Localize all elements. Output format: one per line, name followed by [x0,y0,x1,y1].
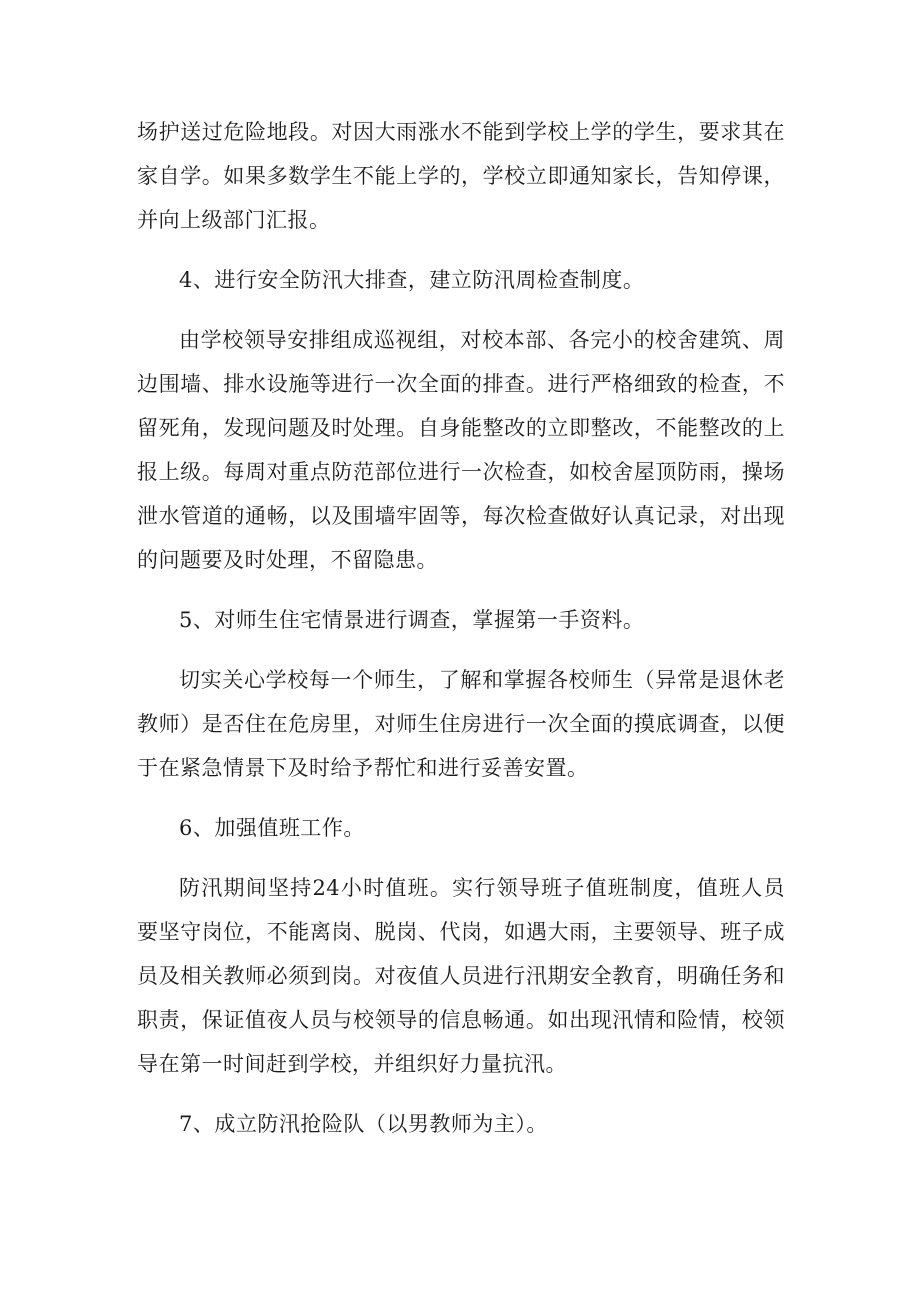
paragraph-inspection: 由学校领导安排组成巡视组，对校本部、各完小的校舍建筑、周边围墙、排水设施等进行一次全面的排查。进行严格细致的检查，不留死角，发现问题及时处理。自身能整改的立即整改，不能整改的上报上级。每周对重点防范部位进行一次检查，如校舍屋顶防雨，操场泄水管道的通畅，以及围墙牢固等，每次检查做好认真记录，对出现的问题要及时处理，不留隐患。 [137,328,785,572]
heading-item-4: 4、进行安全防汛大排查，建立防汛周检查制度。 [179,268,645,292]
heading-item-6: 6、加强值班工作。 [179,816,365,840]
heading-item-7: 7、成立防汛抢险队（以男教师为主）。 [179,1112,548,1136]
paragraph-duty-shift: 防汛期间坚持24小时值班。实行领导班子值班制度，值班人员要坚守岗位，不能离岗、脱岗、代岗，如遇大雨，主要领导、班子成员及相关教师必须到岗。对夜值人员进行汛期安全教育，明确任务和职责，保证值夜人员与校领导的信息畅通。如出现汛情和险情，校领导在第一时间赶到学校，并组织好力量抗汛。 [137,876,785,1076]
document-body [137,110,785,1146]
heading-item-5: 5、对师生住宅情景进行调查，掌握第一手资料。 [179,608,645,632]
paragraph-continuation: 场护送过危险地段。对因大雨涨水不能到学校上学的学生，要求其在家自学。如果多数学生不能上学的，学校立即通知家长，告知停课，并向上级部门汇报。 [137,120,785,232]
paragraph-housing-survey: 切实关心学校每一个师生，了解和掌握各校师生（异常是退休老教师）是否住在危房里，对师生住房进行一次全面的摸底调查，以便于在紧急情景下及时给予帮忙和进行妥善安置。 [137,668,785,780]
